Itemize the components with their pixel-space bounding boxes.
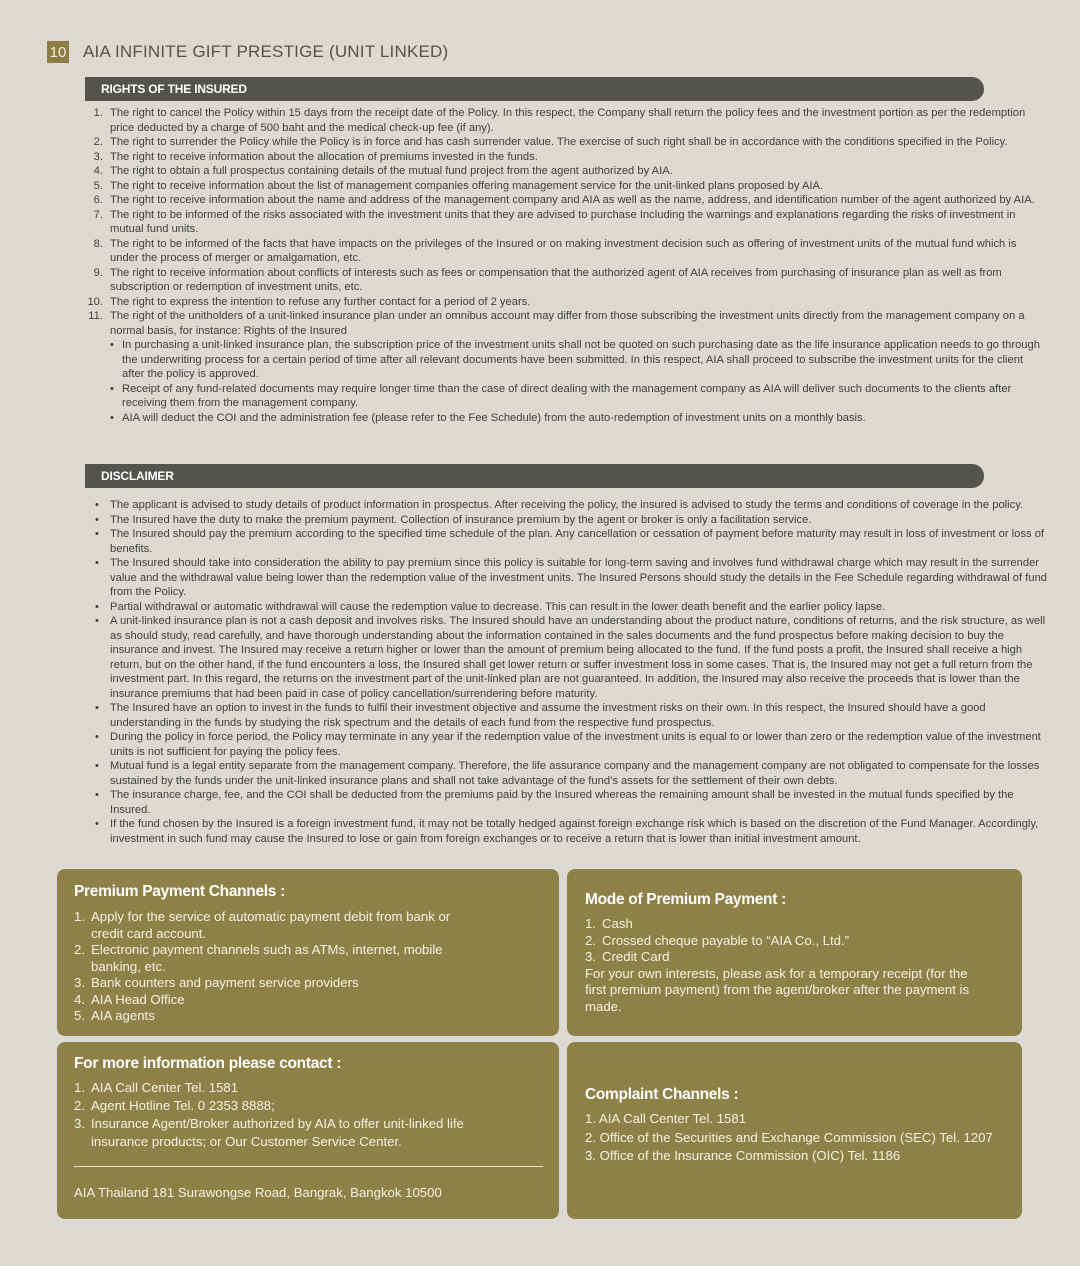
page-number: 10	[47, 41, 69, 63]
premium-channel-text: AIA Head Office	[91, 991, 185, 1007]
disclaimer-item-text: The Insured have the duty to make the premium payment. Collection of insurance premium by the agent or broker is only a facilitation service.	[110, 513, 812, 526]
rights-item-text: The right to express the intention to refuse any further contact for a period of 2 years.	[110, 295, 531, 308]
premium-channel-text: Bank counters and payment service providers	[91, 975, 359, 990]
payment-mode-title: Mode of Premium Payment :	[585, 891, 786, 908]
rights-item-number: 5.	[93, 179, 103, 192]
payment-mode-text: Cash	[602, 916, 633, 931]
rights-item-number: 1.	[93, 107, 103, 119]
rights-sub-item-text: In purchasing a unit-linked insurance plan, the subscription price of the investment units shall not be quoted on such purchasing date as the life insurance application needs to go through the underwriting process for a certain period of time after all relevant documents have been submitted. In this respect, AIA shall proceed to subscribe the investment units for the client after the policy is approved.	[122, 339, 1040, 380]
disclaimer-item-text: If the fund chosen by the Insured is a foreign investment fund, it may not be totally hedged against foreign exchange risk which is based on the discretion of the Fund Manager. Accordingly, investment in such fund may cause the Insured to lose or gain from foreign exchanges or to receive a return that is lower than initial investment amount.	[110, 818, 1039, 845]
disclaimer-item-text: A unit-linked insurance plan is not a cash deposit and involves risks. The Insured should have an understanding about the product nature, conditions of returns, and the risk structure, as well as should study, read carefully, and have thorough understanding about the information contained in the sales documents and the fund prospectus before making decision to buy the insurance and invest. The Insured may receive a return higher or lower than the amount of premium being allocated to the fund. If the fund posts a profit, the Insured shall receive a high return, but on the other hand, if the fund encounters a loss, the Insured shall get lower return or suffer investment loss in some cases. That is, the Insured may not get a full return from the investment part. In this regard, the returns on the investment part of the unit-linked plan are not guaranteed. In addition, the Insured may also receive the proceeds that is lower than the insurance premiums that had been paid in case of policy cancellation/surrendering before maturity.	[110, 615, 1046, 700]
complaint-item: 2. Office of the Securities and Exchange Commission (SEC) Tel. 1207	[585, 1129, 993, 1145]
disclaimer-item-text: During the policy in force period, the Policy may terminate in any year if the redemption value of the investment units is equal to or lower than zero or the redemption value of the investment units is not sufficient for paying the policy fees.	[110, 731, 1041, 758]
premium-channel-item	[74, 992, 459, 1009]
bullet-icon: •	[95, 499, 99, 511]
bullet-icon: •	[95, 528, 99, 540]
contact-item-text: AIA Call Center Tel. 1581	[91, 1080, 239, 1095]
complaint-item: 3. Office of the Insurance Commission (OIC) Tel. 1186	[585, 1148, 901, 1163]
complaint-item: 1. AIA Call Center Tel. 1581	[585, 1111, 747, 1126]
contact-item-text: Agent Hotline Tel. 0 2353 8888;	[91, 1098, 275, 1113]
rights-sub-item-text: AIA will deduct the COI and the administration fee (please refer to the Fee Schedule) from the auto-redemption of investment units on a monthly basis.	[122, 411, 866, 424]
disclaimer-item	[92, 614, 1047, 701]
contact-box	[57, 1042, 559, 1219]
list-number: 5.	[74, 1008, 85, 1023]
bullet-icon: •	[110, 339, 114, 351]
rights-item-text: The right to cancel the Policy within 15 days from the receipt date of the Policy. In this respect, the Company shall return the policy fees and the investment portion as per the redemption price deducted by a charge of 500 baht and the medical check-up fee (if any).	[110, 107, 1026, 134]
page-header	[47, 40, 448, 64]
complaint-title: Complaint Channels :	[585, 1086, 739, 1103]
disclaimer-item	[92, 556, 1047, 600]
rights-item-number: 8.	[93, 237, 103, 250]
payment-mode-item	[585, 916, 992, 933]
payment-mode-note: For your own interests, please ask for a temporary receipt (for the first premium payment) from the agent/broker after the payment is made.	[585, 965, 970, 1014]
rights-item-number: 6.	[93, 194, 103, 206]
payment-mode-item	[585, 933, 992, 950]
bullet-icon: •	[95, 513, 99, 526]
bullet-icon: •	[95, 731, 99, 743]
rights-item	[82, 164, 1042, 179]
rights-item-number: 2.	[93, 136, 103, 148]
contact-item	[74, 1115, 519, 1151]
disclaimer-list	[92, 498, 1047, 846]
contact-divider	[74, 1166, 543, 1167]
rights-item	[82, 309, 1042, 338]
rights-item	[82, 237, 1042, 266]
list-number: 2.	[585, 932, 596, 948]
disclaimer-item	[92, 759, 1047, 788]
rights-item	[82, 150, 1042, 165]
rights-sub-item	[82, 338, 1042, 382]
disclaimer-item	[92, 498, 1047, 513]
premium-channels-box	[57, 869, 559, 1036]
bullet-icon: •	[95, 557, 99, 569]
rights-item-text: The right to receive information about conflicts of interests such as fees or compensation that the authorized agent of AIA receives from purchasing of insurance plan as well as from subscription or redemption of investment units, etc.	[110, 266, 1002, 293]
bullet-icon: •	[95, 789, 99, 801]
disclaimer-item-text: The Insured should pay the premium according to the specified time schedule of the plan. Any cancellation or cessation of payment before maturity may result in loss of investment or loss of benefits.	[110, 528, 1045, 555]
payment-mode-item	[585, 949, 992, 966]
rights-item-number: 9.	[93, 266, 103, 279]
disclaimer-item-text: The Insured should take into consideration the ability to pay premium since this policy is suitable for long-term saving and involves fund withdrawal charge which may result in the surrender value and the withdrawal value being lower than the redemption value of the investment units. The Insured Persons should study the details in the Fee Schedule regarding withdrawal of fund from the Policy.	[110, 557, 1048, 598]
premium-channel-text: AIA agents	[91, 1008, 155, 1023]
bullet-icon: •	[95, 702, 99, 714]
rights-item-text: The right of the unitholders of a unit-linked insurance plan under an omnibus account may differ from those subscribing the investment units directly from the management company on a normal basis, for instance: Rights of the Insured	[110, 310, 1025, 337]
bullet-icon: •	[110, 382, 114, 395]
rights-item-number: 4.	[93, 165, 103, 177]
rights-item-text: The right to receive information about the name and address of the management company and AIA as well as the name, address, and identification number of the agent authorized by AIA.	[110, 194, 1035, 206]
rights-item-number: 10.	[87, 295, 103, 308]
contact-item-text: Insurance Agent/Broker authorized by AIA to offer unit-linked life insurance products; or Our Customer Service Center.	[91, 1116, 464, 1149]
list-number: 2.	[74, 942, 85, 957]
contact-title: For more information please contact :	[74, 1055, 342, 1072]
disclaimer-item-text: Partial withdrawal or automatic withdrawal will cause the redemption value to decrease. This can result in the lower death benefit and the earlier policy lapse.	[110, 600, 886, 613]
rights-item	[82, 266, 1042, 295]
list-number: 4.	[74, 991, 85, 1007]
contact-address: AIA Thailand 181 Surawongse Road, Bangrak, Bangkok 10500	[74, 1185, 442, 1200]
rights-item	[82, 106, 1042, 135]
payment-mode-box	[567, 869, 1022, 1036]
rights-list	[82, 106, 1042, 425]
rights-item-text: The right to obtain a full prospectus containing details of the mutual fund project from the agent authorized by AIA.	[110, 165, 673, 177]
disclaimer-item	[92, 730, 1047, 759]
premium-channel-item	[74, 1008, 459, 1025]
contact-item	[74, 1079, 519, 1097]
list-number: 3.	[74, 975, 85, 990]
rights-item-text: The right to surrender the Policy while the Policy is in force and has cash surrender value. The exercise of such right shall be in accordance with the conditions specified in the Policy.	[110, 136, 1008, 148]
list-number: 1.	[74, 1080, 85, 1095]
disclaimer-item	[92, 513, 1047, 528]
rights-item-text: The right to receive information about the allocation of premiums invested in the funds.	[110, 150, 538, 163]
rights-item	[82, 179, 1042, 194]
bullet-icon: •	[95, 615, 99, 627]
premium-channels-title: Premium Payment Channels :	[74, 883, 285, 900]
disclaimer-item	[92, 600, 1047, 615]
complaint-box	[567, 1042, 1022, 1219]
rights-item-number: 11.	[88, 310, 103, 322]
disclaimer-item	[92, 788, 1047, 817]
rights-item	[82, 208, 1042, 237]
rights-item	[82, 135, 1042, 150]
payment-mode-text: Crossed cheque payable to “AIA Co., Ltd.”	[602, 932, 850, 948]
rights-item	[82, 295, 1042, 310]
list-number: 1.	[74, 909, 85, 924]
premium-channel-text: Apply for the service of automatic payment debit from bank or credit card account.	[91, 909, 451, 941]
payment-mode-text: Credit Card	[602, 949, 670, 964]
rights-item-number: 3.	[93, 150, 103, 163]
disclaimer-heading-bar	[85, 464, 984, 488]
rights-item	[82, 193, 1042, 208]
rights-item-text: The right to receive information about the list of management companies offering management service for the unit-linked plans proposed by AIA.	[110, 179, 824, 192]
rights-sub-item	[82, 382, 1042, 411]
document-title: AIA INFINITE GIFT PRESTIGE (UNIT LINKED)	[83, 42, 449, 61]
list-number: 1.	[585, 916, 596, 931]
rights-item-text: The right to be informed of the facts that have impacts on the privileges of the Insured or on making investment decision such as offering of investment units of the mutual fund which is under the process of merger or amalgamation, etc.	[110, 237, 1017, 264]
list-number: 3.	[74, 1116, 85, 1131]
premium-channel-item	[74, 909, 459, 942]
disclaimer-item-text: The Insured have an option to invest in the funds to fulfil their investment objective and assume the investment risks on their own. In this respect, the Insured should have a good understanding in the funds by studying the risk spectrum and the details of each fund from the respective fund prospectus.	[110, 702, 986, 729]
contact-item	[74, 1097, 519, 1115]
premium-channel-text: Electronic payment channels such as ATMs, internet, mobile banking, etc.	[91, 942, 443, 974]
bullet-icon: •	[110, 411, 114, 424]
rights-sub-item-text: Receipt of any fund-related documents may require longer time than the case of direct dealing with the management company as AIA will deliver such documents to the clients after receiving them from the management company.	[122, 382, 1012, 409]
bullet-icon: •	[95, 818, 99, 830]
rights-item-number: 7.	[93, 208, 103, 221]
premium-channel-item	[74, 942, 459, 975]
bullet-icon: •	[95, 600, 99, 613]
disclaimer-item	[92, 527, 1047, 556]
rights-item-text: The right to be informed of the risks associated with the investment units that they are advised to purchase Including the warnings and explanations regarding the risks of investment in mutual fund units.	[110, 208, 1016, 235]
bullet-icon: •	[95, 760, 99, 772]
list-number: 2.	[74, 1098, 85, 1113]
disclaimer-item-text: The applicant is advised to study details of product information in prospectus. After receiving the policy, the insured is advised to study the terms and conditions of coverage in the policy.	[110, 499, 1024, 511]
disclaimer-item-text: Mutual fund is a legal entity separate from the management company. Therefore, the life assurance company and the management company are not obligated to compensate for the losses sustained by the funds under the unit-linked insurance plans and shall not take advantage of the fund’s assets for the settlement of their own debts.	[110, 760, 1040, 787]
premium-channel-item	[74, 975, 459, 992]
list-number: 3.	[585, 949, 596, 964]
disclaimer-item	[92, 701, 1047, 730]
rights-heading-bar	[85, 77, 984, 101]
rights-sub-item	[82, 411, 1042, 426]
disclaimer-item	[92, 817, 1047, 846]
rights-heading: RIGHTS OF THE INSURED	[101, 82, 247, 96]
disclaimer-item-text: The insurance charge, fee, and the COI shall be deducted from the premiums paid by the Insured whereas the remaining amount shall be invested in the mutual funds specified by the Insured.	[110, 789, 1014, 816]
disclaimer-heading: DISCLAIMER	[101, 469, 174, 483]
